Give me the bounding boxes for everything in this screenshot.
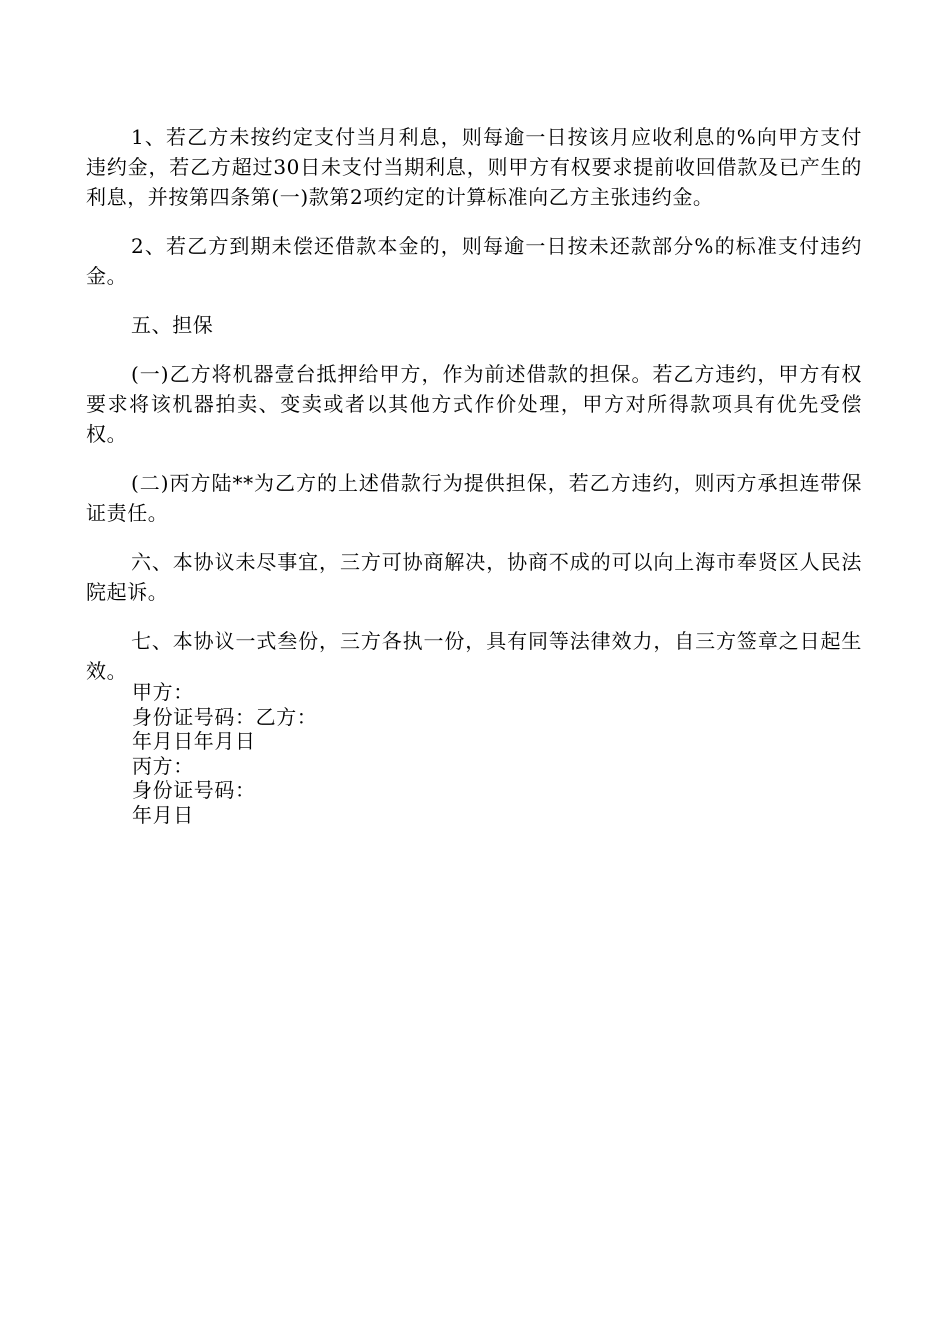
clause-copies-effect: 七、本协议一式叁份，三方各执一份，具有同等法律效力，自三方签章之日起生效。 <box>86 629 862 683</box>
id-number-and-party-b-label: 身份证号码：乙方： <box>132 704 318 729</box>
party-a-label: 甲方： <box>132 680 194 704</box>
party-c-label: 丙方： <box>132 753 194 778</box>
clause-late-interest-penalty: 1、若乙方未按约定支付当月利息，则每逾一日按该月应收利息的%向甲方支付违约金，若乙方超过30日未支付当期利息，则甲方有权要求提前收回借款及已产生的利息，并按第四条第(一)款第2项约定的计算标准向乙方主张违约金。 <box>86 125 862 209</box>
document-page <box>86 122 862 827</box>
clause-joint-guarantee: (二)丙方陆**为乙方的上述借款行为提供担保，若乙方违约，则丙方承担连带保证责任。 <box>86 471 862 525</box>
date-party-c: 年月日 <box>132 802 194 827</box>
clause-late-principal-penalty: 2、若乙方到期未偿还借款本金的，则每逾一日按未还款部分%的标准支付违约金。 <box>86 234 862 288</box>
signature-block <box>86 680 862 827</box>
section-heading-guarantee: 五、担保 <box>131 313 214 337</box>
clause-machine-pledge: (一)乙方将机器壹台抵押给甲方，作为前述借款的担保。若乙方违约，甲方有权要求将该机器拍卖、变卖或者以其他方式作价处理，甲方对所得款项具有优先受偿权。 <box>86 362 862 446</box>
id-number-party-c-label: 身份证号码： <box>132 778 256 802</box>
dates-party-a-b: 年月日年月日 <box>132 729 256 753</box>
clause-dispute-resolution: 六、本协议未尽事宜，三方可协商解决，协商不成的可以向上海市奉贤区人民法院起诉。 <box>86 550 862 604</box>
